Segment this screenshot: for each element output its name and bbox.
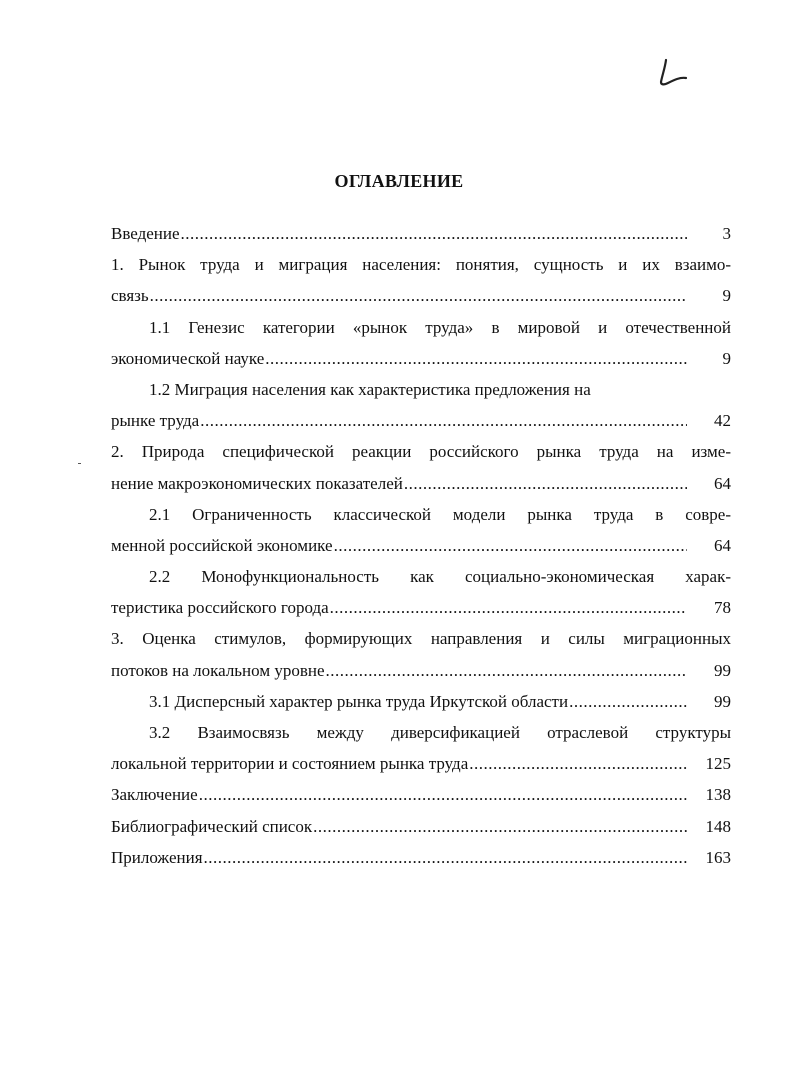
leader-dots	[150, 280, 687, 311]
leader-dots	[334, 530, 687, 561]
page-number: 125	[705, 754, 731, 774]
page-number: 99	[714, 691, 731, 711]
toc-entry-intro[interactable]: Введение ..... 3	[111, 218, 731, 249]
toc-entry-s21-line1[interactable]: 2.1 Ограниченность классической модели рынка труда в совре-	[149, 504, 731, 524]
leader-dots	[569, 686, 687, 717]
leader-dots	[330, 592, 687, 623]
toc-entry-s32-line1[interactable]: 3.2 Взаимосвязь между диверсификацией отраслевой структуры	[149, 723, 731, 742]
leader-dots	[313, 811, 687, 842]
toc-entry-ch3-line1[interactable]: 3. Оценка стимулов, формирующих направления и силы миграционных	[111, 629, 731, 649]
page-title: ОГЛАВЛЕНИЕ	[334, 171, 464, 191]
toc-entry-appendices[interactable]: Приложения ..... 163	[111, 842, 731, 873]
toc-entry-ch3-line2[interactable]: потоков на локальном уровне ..... 99	[111, 655, 731, 686]
page-number: 99	[714, 660, 731, 680]
leader-dots	[181, 218, 687, 249]
page-number: 78	[714, 598, 731, 618]
handwritten-page-mark	[656, 52, 696, 92]
leader-dots	[200, 405, 687, 436]
leader-dots	[404, 468, 687, 499]
page-number: 42	[714, 411, 731, 431]
table-of-contents	[111, 218, 731, 873]
page-number: 3	[722, 224, 731, 243]
leader-dots	[204, 842, 687, 873]
page-number: 9	[722, 286, 731, 306]
toc-entry-s12-line2[interactable]: рынке труда ..... 42	[111, 405, 731, 436]
toc-entry-s11-line1[interactable]: 1.1 Генезис категории «рынок труда» в мировой и отечественной	[149, 317, 731, 337]
leader-dots	[326, 655, 687, 686]
toc-entry-s21-line2[interactable]: менной российской экономике ..... 64	[111, 530, 731, 561]
toc-entry-s31[interactable]: 3.1 Дисперсный характер рынка труда Иркутской области ..... 99	[111, 686, 731, 717]
toc-entry-s32-line2[interactable]: локальной территории и состоянием рынка труда ..... 125	[111, 748, 731, 779]
toc-entry-s22-line1[interactable]: 2.2 Монофункциональность как социально-экономическая харак-	[149, 567, 731, 587]
page-number: 9	[722, 348, 731, 368]
page-number: 64	[714, 535, 731, 555]
toc-entry-ch2-line2[interactable]: нение макроэкономических показателей ..... 64	[111, 468, 731, 499]
toc-entry-conclusion[interactable]: Заключение ..... 138	[111, 779, 731, 810]
page-number: 163	[705, 847, 731, 867]
toc-entry-s11-line2[interactable]: экономической науке ..... 9	[111, 343, 731, 374]
page-number: 64	[714, 473, 731, 493]
leader-dots	[265, 343, 687, 374]
leader-dots	[469, 748, 687, 779]
toc-entry-ch1-line2[interactable]: связь ..... 9	[111, 280, 731, 311]
page-number: 148	[705, 816, 731, 836]
toc-entry-ch1-line1[interactable]: 1. Рынок труда и миграция населения: понятия, сущность и их взаимо-	[111, 255, 731, 275]
leader-dots	[199, 779, 687, 810]
toc-entry-s22-line2[interactable]: теристика российского города ..... 78	[111, 592, 731, 623]
page-number: 138	[705, 785, 731, 805]
scan-speck	[78, 463, 81, 464]
toc-entry-ch2-line1[interactable]: 2. Природа специфической реакции российского рынка труда на изме-	[111, 442, 731, 462]
toc-entry-bibliography[interactable]: Библиографический список ..... 148	[111, 811, 731, 842]
toc-entry-s12-line1[interactable]: 1.2 Миграция населения как характеристика предложения на	[149, 379, 591, 399]
